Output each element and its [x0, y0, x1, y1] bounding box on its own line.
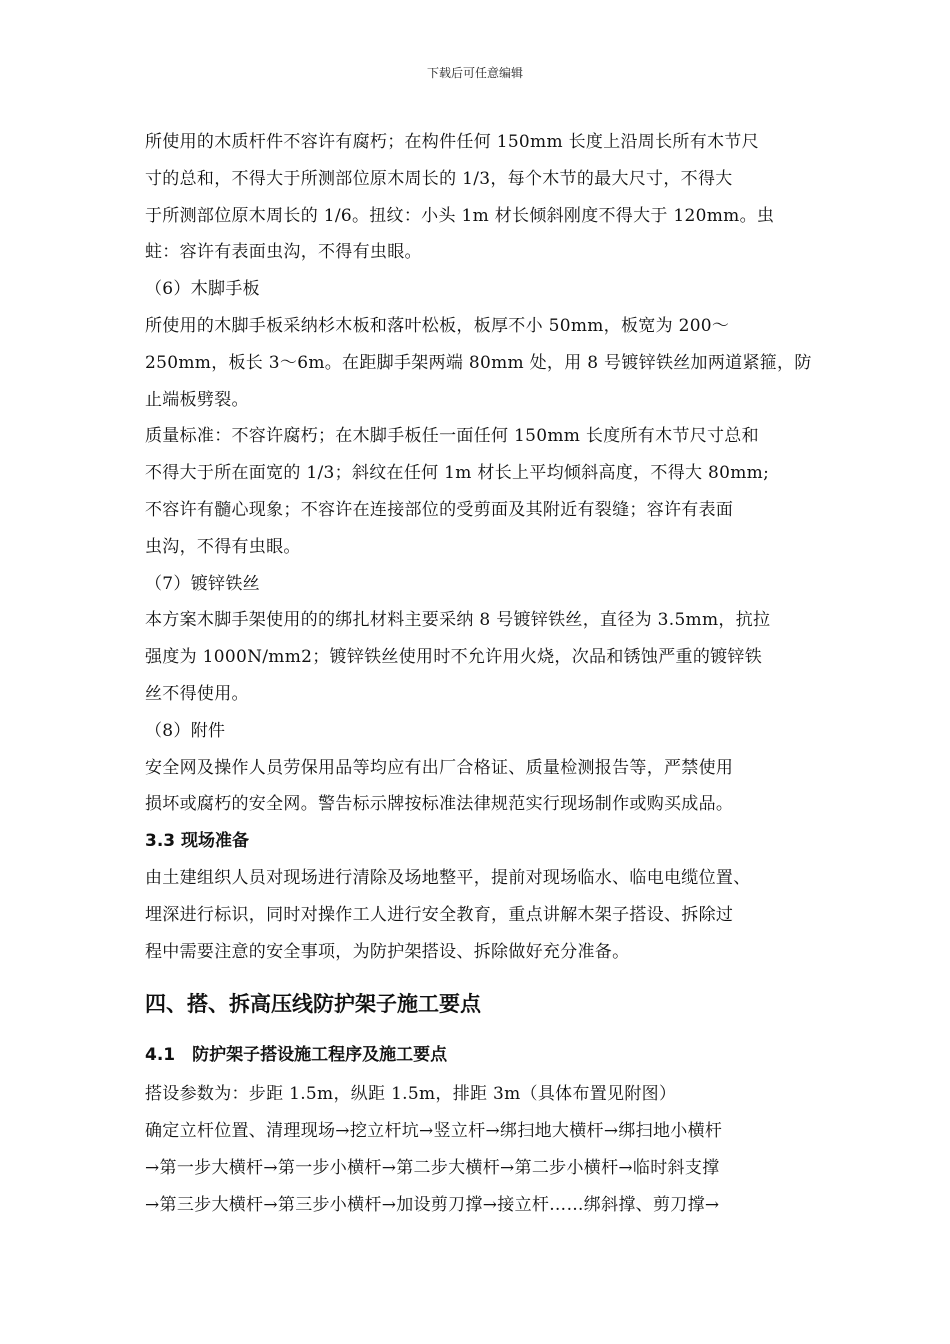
paragraph-line: 寸的总和，不得大于所测部位原木周长的 1/3，每个木节的最大尺寸，不得大 [145, 168, 733, 189]
item-heading-accessories: （8）附件 [145, 720, 226, 741]
paragraph-line: 所使用的木脚手板采纳杉木板和落叶松板，板厚不小 50mm，板宽为 200～ [145, 315, 730, 336]
paragraph-line: 强度为 1000N/mm2；镀锌铁丝使用时不允许用火烧，次品和锈蚀严重的镀锌铁 [145, 647, 763, 668]
paragraph-line: 安全网及操作人员劳保用品等均应有出厂合格证、质量检测报告等，严禁使用 [145, 757, 734, 778]
paragraph-line: 丝不得使用。 [145, 683, 249, 704]
paragraph-line: 于所测部位原木周长的 1/6。扭纹：小头 1m 材长倾斜刚度不得大于 120mm。虫 [145, 205, 775, 226]
paragraph-line: 不得大于所在面宽的 1/3；斜纹在任何 1m 材长上平均倾斜高度，不得大 80mm; [145, 463, 770, 484]
paragraph-line: 埋深进行标识，同时对操作工人进行安全教育，重点讲解木架子搭设、拆除过 [145, 904, 734, 925]
paragraph-line: 由土建组织人员对现场进行清除及场地整平，提前对现场临水、临电电缆位置、 [145, 867, 751, 888]
paragraph-line: 本方案木脚手架使用的的绑扎材料主要采纳 8 号镀锌铁丝，直径为 3.5mm，抗拉 [145, 610, 771, 631]
chapter-heading-4: 四、搭、拆高压线防护架子施工要点 [145, 992, 481, 1017]
paragraph-line: 止端板劈裂。 [145, 389, 249, 410]
paragraph-line: →第一步大横杆→第一步小横杆→第二步大横杆→第二步小横杆→临时斜支撑 [145, 1157, 720, 1178]
section-heading-4-1: 4.1 防护架子搭设施工程序及施工要点 [145, 1045, 448, 1066]
paragraph-line: 蛀：容许有表面虫沟，不得有虫眼。 [145, 242, 422, 263]
paragraph-line: 虫沟，不得有虫眼。 [145, 536, 301, 557]
item-heading-galvanized-wire: （7）镀锌铁丝 [145, 573, 260, 594]
paragraph-line: 损坏或腐朽的安全网。警告标示牌按标准法律规范实行现场制作或购买成品。 [145, 794, 734, 815]
paragraph-line: 不容许有髓心现象；不容许在连接部位的受剪面及其附近有裂缝；容许有表面 [145, 499, 734, 520]
page-header: 下载后可任意编辑 [426, 66, 523, 80]
item-heading-wood-plank: （6）木脚手板 [145, 279, 260, 300]
document-body [145, 124, 811, 1224]
section-heading-3-3: 3.3 现场准备 [145, 831, 250, 852]
paragraph-line: 所使用的木质杆件不容许有腐朽；在构件任何 150mm 长度上沿周长所有木节尺 [145, 132, 759, 152]
paragraph-line: 程中需要注意的安全事项，为防护架搭设、拆除做好充分准备。 [145, 941, 630, 962]
paragraph-line: 质量标准：不容许腐朽；在木脚手板任一面任何 150mm 长度所有木节尺寸总和 [145, 426, 759, 447]
paragraph-line: →第三步大横杆→第三步小横杆→加设剪刀撑→接立杆……绑斜撑、剪刀撑→ [145, 1194, 720, 1215]
paragraph-line: 搭设参数为：步距 1.5m，纵距 1.5m，排距 3m（具体布置见附图） [145, 1084, 677, 1105]
paragraph-line: 确定立杆位置、清理现场→挖立杆坑→竖立杆→绑扫地大横杆→绑扫地小横杆 [145, 1121, 723, 1142]
paragraph-line: 250mm，板长 3～6m。在距脚手架两端 80mm 处，用 8 号镀锌铁丝加两道紧箍，防 [145, 352, 812, 373]
